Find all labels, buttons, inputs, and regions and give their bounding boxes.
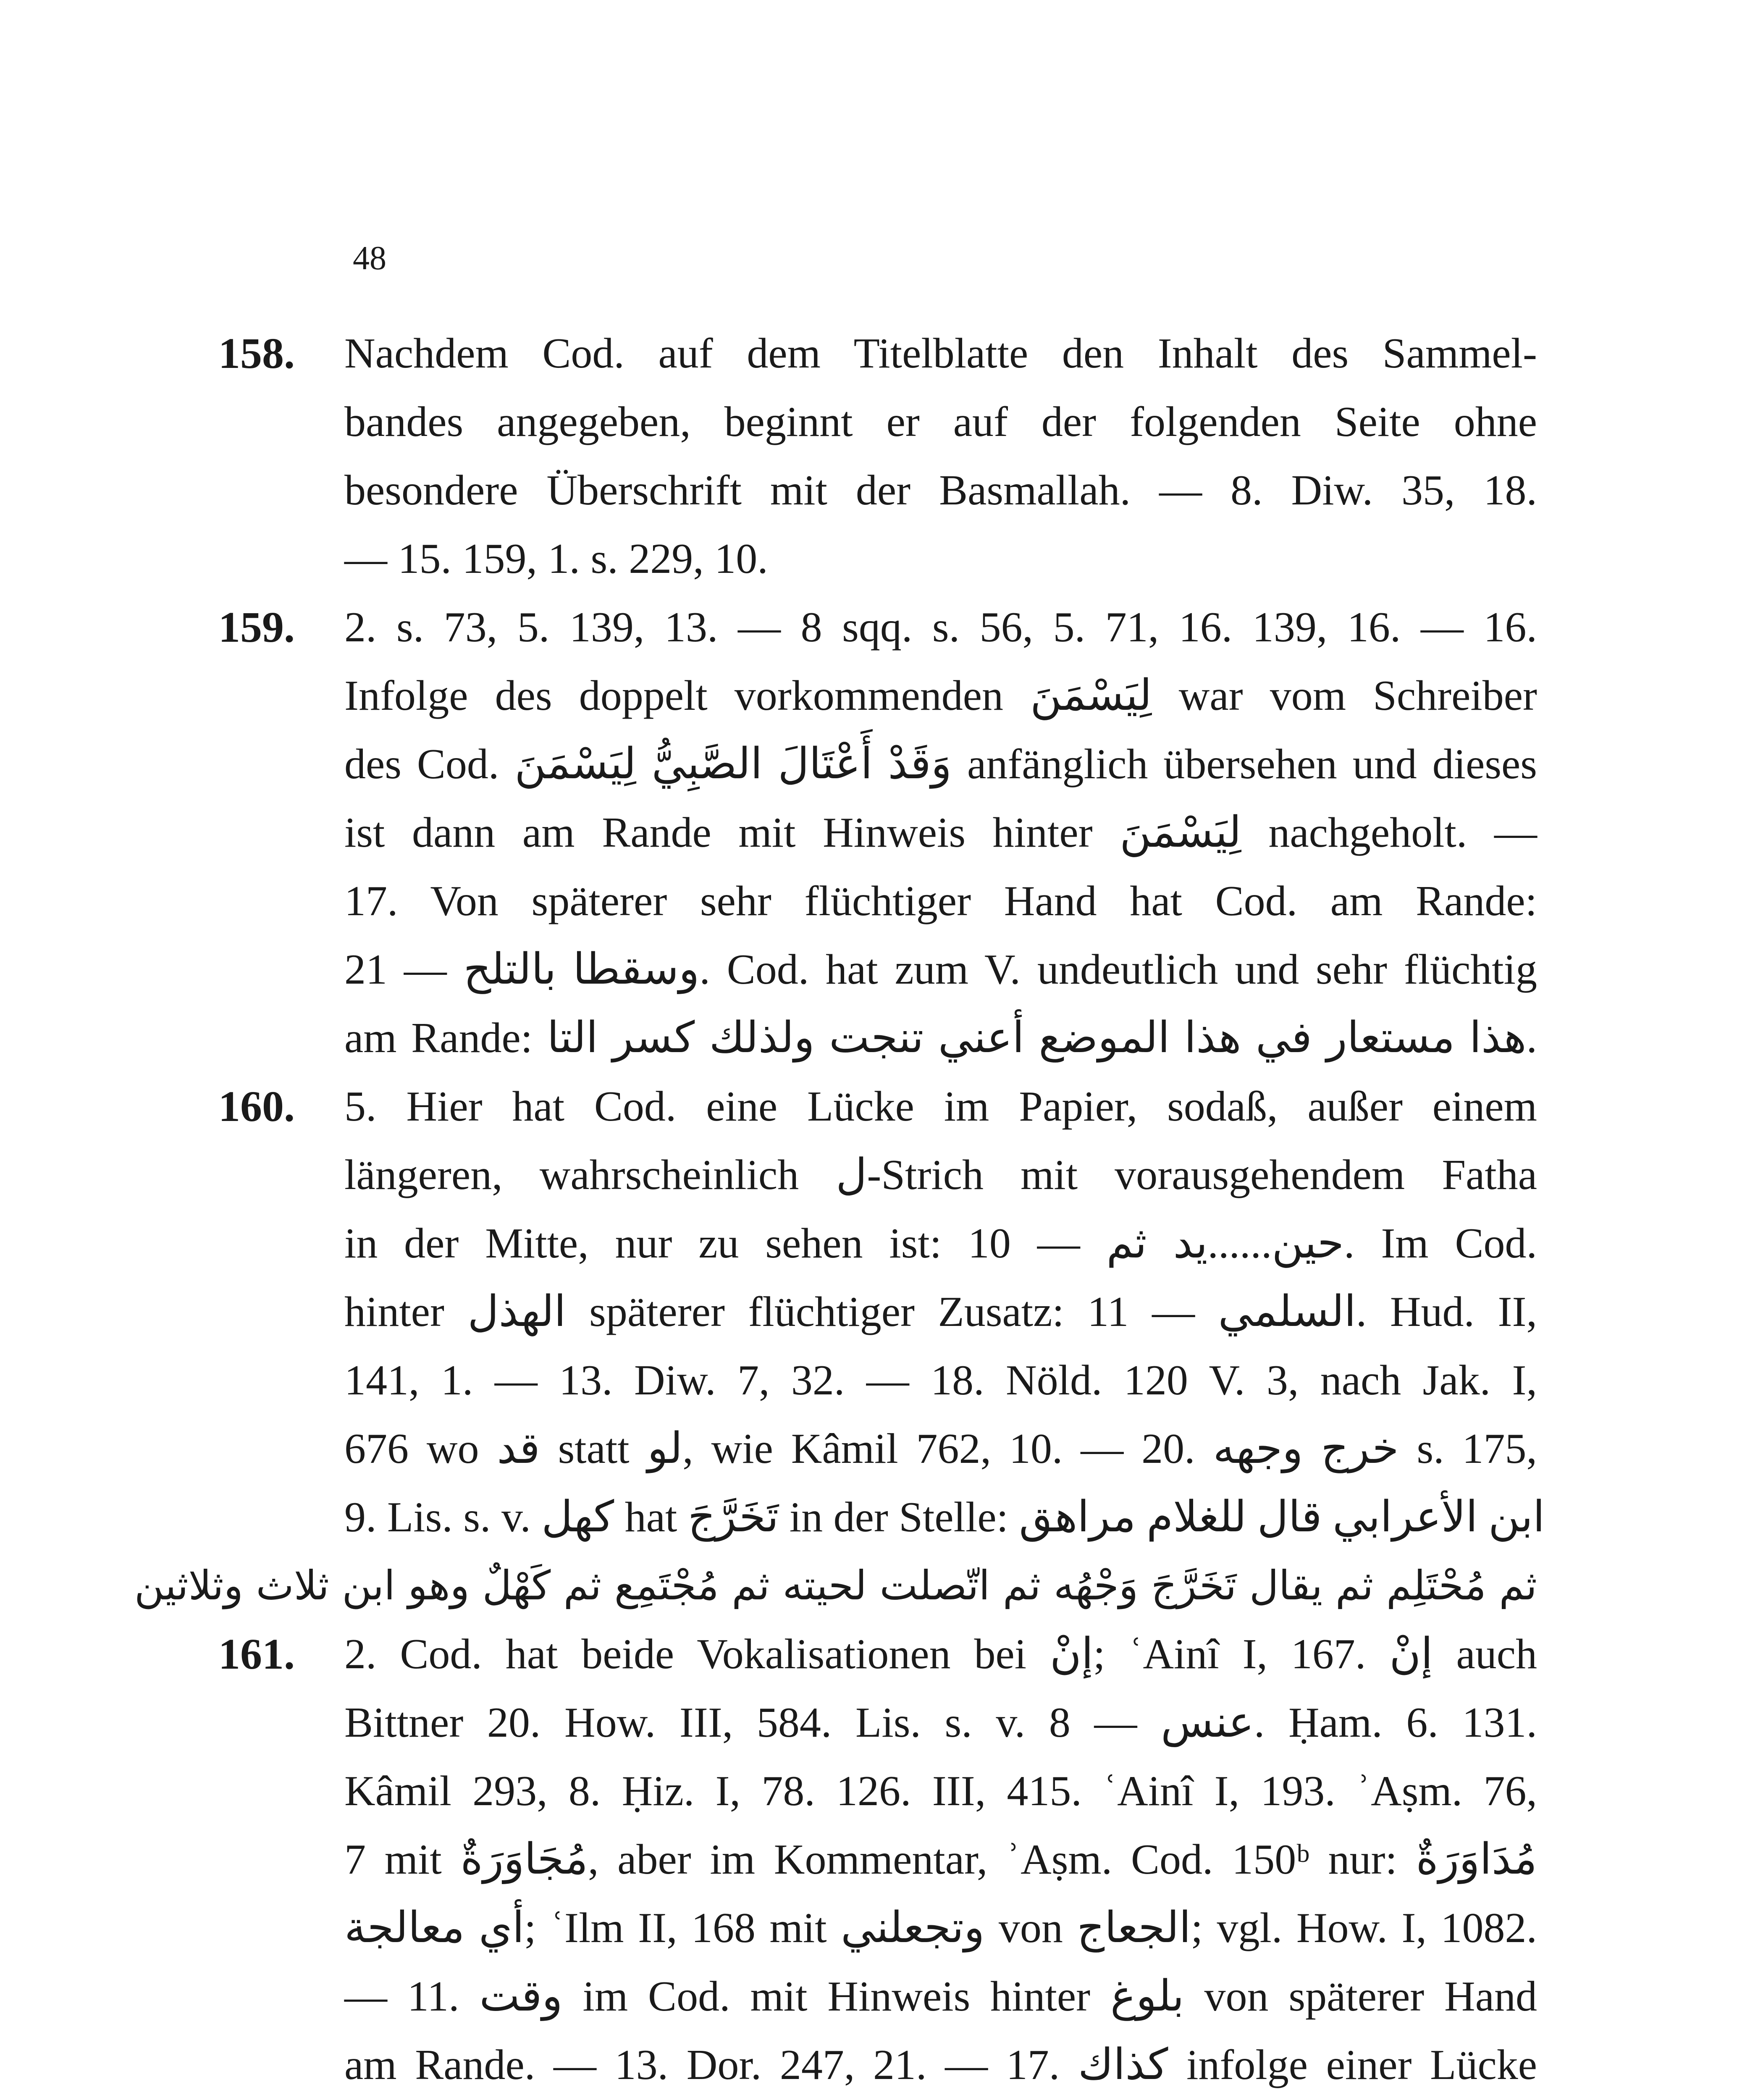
entry-line: 9. Lis. s. v. كهل hat تَخَرَّجَ in der Stelle: ابن الأعرابي قال للغلام مراهق [344, 1494, 1545, 1541]
entry-line: 5. Hier hat Cod. eine Lücke im Papier, sodaß, außer einem [344, 1083, 1537, 1130]
entry-line: besondere Überschrift mit der Basmallah. — 8. Diw. 35, 18. [344, 467, 1537, 514]
entry-161 [218, 1620, 1537, 2100]
entry-line: Nachdem Cod. auf dem Titelblatte den Inhalt des Sammel- [344, 330, 1537, 377]
entry-line: وسقطا بالتلح — 21. Cod. hat zum V. undeutlich und sehr flüchtig [344, 946, 1537, 993]
arabic-quote-line: ثم مُحْتَلِم ثم يقال تَخَرَّجَ وَجْهُه ثم اتّصلت لحيته ثم مُجْتَمِع ثم كَهْلٌ وهو ابن ثلاث وثلاثين [134, 1562, 1537, 1609]
entry-line: hinter الهذل späterer flüchtiger Zusatz: السلمي — 11. Hud. II, [344, 1288, 1537, 1336]
entry-line: 7 mit مُجَاوَرَةٌ, aber im Kommentar, ʾAṣm. Cod. 150ᵇ nur: مُدَاوَرَةٌ [344, 1836, 1537, 1883]
entry-line: Kâmil 293, 8. Ḥiz. I, 78. 126. III, 415. ʿAinî I, 193. ʾAṣm. 76, [344, 1767, 1537, 1815]
entry-line: bandes angegeben, beginnt er auf der folgenden Seite ohne [344, 398, 1537, 446]
page-number: 48 [353, 240, 386, 277]
commentary-entries [134, 319, 1545, 2100]
entry-line: أي معالجة; ʿIlm II, 168 mit وتجعلني von الجعاج; vgl. How. I, 1082. [344, 1904, 1537, 1952]
entry-line: 2. Cod. hat beide Vokalisationen bei إنْ; ʿAinî I, 167. إنْ auch [344, 1630, 1537, 1678]
entry-line: am Rande: هذا مستعار في هذا الموضع أعني تنجت ولذلك كسر التا. [344, 1014, 1537, 1062]
entry-line: 17. Von späterer sehr flüchtiger Hand hat Cod. am Rande: [344, 877, 1537, 925]
entry-line: am Rande. — 13. Dor. 247, 21. — 17. كذاك infolge einer Lücke [344, 2041, 1537, 2089]
entry-number: 160. [218, 1082, 295, 1131]
entry-number: 158. [218, 329, 295, 378]
entry-line: 2. s. 73, 5. 139, 13. — 8 sqq. s. 56, 5. 71, 16. 139, 16. — 16. [344, 604, 1537, 651]
entry-line: — 15. 159, 1. s. 229, 10. [344, 535, 768, 583]
entry-line: Infolge des doppelt vorkommenden لِيَسْمَنَ war vom Schreiber [344, 672, 1537, 719]
entry-line: längeren, wahrscheinlich ل-Strich mit vorausgehendem Fatha [344, 1151, 1537, 1199]
entry-159 [218, 593, 1537, 1072]
entry-number: 159. [218, 603, 295, 651]
entry-line: 676 wo قد statt لو, wie Kâmil 762, 10. — 20. خرج وجهه s. 175, [344, 1425, 1537, 1473]
entry-line: des Cod. وَقَدْ أَعْتَالَ الصَّبِيُّ لِيَسْمَنَ anfänglich übersehen und dieses [344, 740, 1537, 788]
entry-158 [218, 319, 1537, 593]
entry-line: 141, 1. — 13. Diw. 7, 32. — 18. Nöld. 120 V. 3, nach Jak. I, [344, 1357, 1537, 1404]
entry-line: Bittner 20. How. III, 584. Lis. s. v. عنس — 8. Ḥam. 6. 131. [344, 1699, 1537, 1746]
entry-line: in der Mitte, nur zu sehen ist: حين......يد ثم — 10. Im Cod. [344, 1220, 1537, 1267]
entry-line: — 11. وقت im Cod. mit Hinweis hinter بلوغ von späterer Hand [344, 1973, 1537, 2020]
entry-160 [134, 1072, 1545, 1620]
entry-line: ist dann am Rande mit Hinweis hinter لِيَسْمَنَ nachgeholt. — [344, 809, 1537, 856]
entry-number: 161. [218, 1630, 295, 1678]
